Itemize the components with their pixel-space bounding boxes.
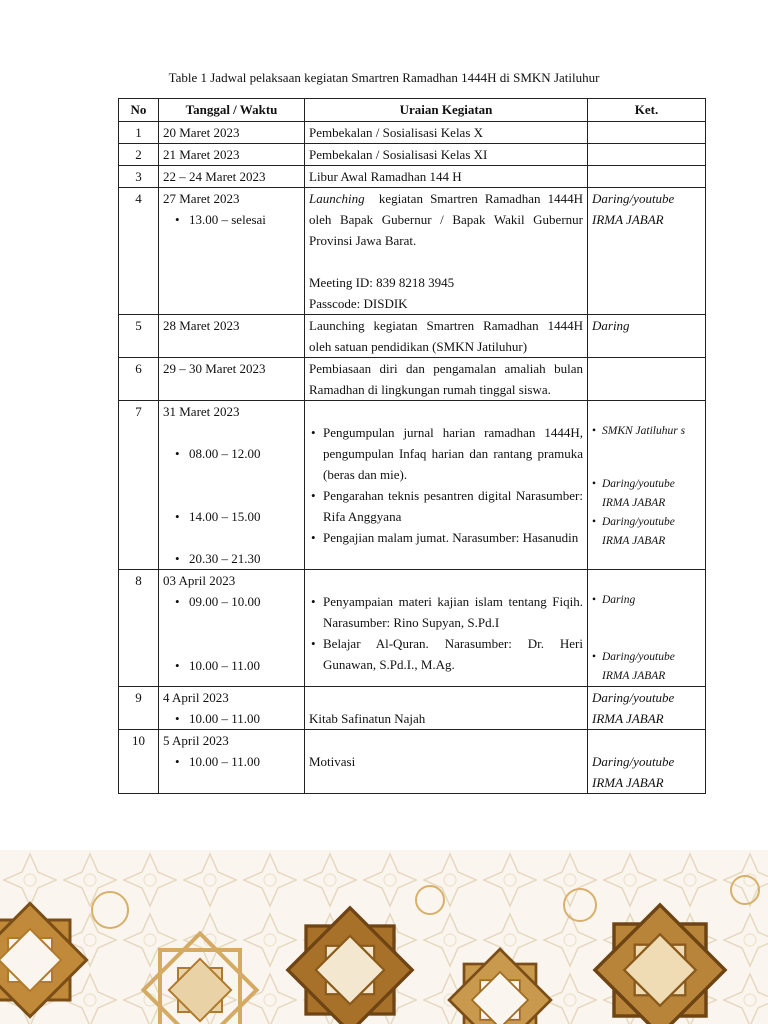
row-date: 27 Maret 2023 (163, 191, 240, 206)
row-date-cell (159, 570, 305, 687)
table-caption: Table 1 Jadwal pelaksaan kegiatan Smartren Ramadhan 1444H di SMKN Jatiluhur (168, 70, 600, 85)
row-ket: Daring (588, 315, 706, 358)
row-ket-cell (588, 570, 706, 687)
row-ket-cell (588, 730, 706, 794)
activity-list (309, 591, 583, 675)
header-date: Tanggal / Waktu (159, 99, 305, 122)
row-date: 28 Maret 2023 (159, 315, 305, 358)
launching-emphasis: Launching (309, 191, 365, 206)
row-ket (588, 166, 706, 188)
row-description-cell (305, 188, 588, 315)
activity-item: • Penyampaian materi kajian islam tentang Fiqih. Narasumber: Rino Supyan, S.Pd.I (309, 591, 583, 633)
table-row (119, 315, 706, 358)
row-description (309, 188, 583, 251)
row-description-cell (305, 401, 588, 570)
row-description: Pembiasaan diri dan pengamalan amaliah bulan Ramadhan di lingkungan rumah tinggal siswa. (305, 358, 588, 401)
row-number: 8 (119, 570, 159, 687)
time-slot: • 14.00 – 15.00 (163, 506, 300, 527)
time-slot: • 10.00 – 11.00 (163, 751, 300, 772)
ket-item: • SMKN Jatiluhur s (592, 422, 701, 441)
activity-list (309, 422, 583, 548)
meeting-id: Meeting ID: 839 8218 3945 (309, 275, 455, 290)
ket-item: • Daring/youtube IRMA JABAR (592, 513, 701, 551)
row-description: Libur Awal Ramadhan 144 H (305, 166, 588, 188)
row-date-cell (159, 401, 305, 570)
activity-item: • Belajar Al-Quran. Narasumber: Dr. Heri Gunawan, S.Pd.I., M.Ag. (309, 633, 583, 675)
row-number: 5 (119, 315, 159, 358)
row-date: 5 April 2023 (163, 733, 229, 748)
row-number: 9 (119, 687, 159, 730)
row-description-cell (305, 730, 588, 794)
row-number: 10 (119, 730, 159, 794)
time-slot: • 13.00 – selesai (163, 209, 300, 230)
row-description: Pembekalan / Sosialisasi Kelas XI (305, 144, 588, 166)
header-ket: Ket. (588, 99, 706, 122)
time-slot: • 20.30 – 21.30 (163, 548, 300, 569)
row-date-cell (159, 687, 305, 730)
row-description-cell (305, 570, 588, 687)
ket-item: • Daring (592, 591, 701, 610)
ket-item: • Daring/youtube IRMA JABAR (592, 475, 701, 513)
table-row (119, 358, 706, 401)
header-description: Uraian Kegiatan (305, 99, 588, 122)
activity-item: • Pengumpulan jurnal harian ramadhan 1444H, pengumpulan Infaq harian dan rantang pramuka (beras dan mie). (309, 422, 583, 485)
ket-list (592, 422, 701, 551)
table-row (119, 401, 706, 570)
row-date: 31 Maret 2023 (163, 404, 240, 419)
row-date: 22 – 24 Maret 2023 (159, 166, 305, 188)
activity-item: • Pengarahan teknis pesantren digital Narasumber: Rifa Anggyana (309, 485, 583, 527)
table-row (119, 166, 706, 188)
schedule-table (118, 98, 706, 794)
row-description: Motivasi (309, 754, 356, 769)
row-date-cell (159, 730, 305, 794)
row-number: 7 (119, 401, 159, 570)
row-number: 6 (119, 358, 159, 401)
row-ket-cell (588, 401, 706, 570)
table-row (119, 122, 706, 144)
row-date: 29 – 30 Maret 2023 (159, 358, 305, 401)
row-ket: Daring/youtube IRMA JABAR (592, 754, 675, 790)
launching-text: kegiatan Smartren Ramadhan 1444H oleh Bapak Gubernur / Bapak Wakil Gubernur Provinsi Jawa Barat. (309, 191, 583, 248)
ket-item: • Daring/youtube IRMA JABAR (592, 648, 701, 686)
time-slot: • 10.00 – 11.00 (163, 708, 300, 729)
row-date: 21 Maret 2023 (159, 144, 305, 166)
row-number: 2 (119, 144, 159, 166)
row-number: 1 (119, 122, 159, 144)
table-row (119, 570, 706, 687)
row-description: Kitab Safinatun Najah (309, 711, 426, 726)
table-row (119, 188, 706, 315)
row-date: 4 April 2023 (163, 690, 229, 705)
passcode: Passcode: DISDIK (309, 296, 408, 311)
row-number: 4 (119, 188, 159, 315)
table-row (119, 687, 706, 730)
row-ket (588, 144, 706, 166)
row-ket (588, 122, 706, 144)
header-no: No (119, 99, 159, 122)
row-date-cell (159, 188, 305, 315)
time-slot: • 08.00 – 12.00 (163, 443, 300, 464)
row-description: Launching kegiatan Smartren Ramadhan 1444H oleh satuan pendidikan (SMKN Jatiluhur) (305, 315, 588, 358)
row-date: 20 Maret 2023 (159, 122, 305, 144)
table-row (119, 144, 706, 166)
table-row (119, 730, 706, 794)
row-number: 3 (119, 166, 159, 188)
row-ket: Daring/youtube IRMA JABAR (588, 687, 706, 730)
activity-item: • Pengajian malam jumat. Narasumber: Hasanudin (309, 527, 583, 548)
row-ket (588, 358, 706, 401)
row-description-cell (305, 687, 588, 730)
row-ket: Daring/youtube IRMA JABAR (588, 188, 706, 315)
time-slot: • 10.00 – 11.00 (163, 655, 300, 676)
time-slot: • 09.00 – 10.00 (163, 591, 300, 612)
row-date: 03 April 2023 (163, 573, 236, 588)
ornamental-border (0, 850, 768, 1024)
header-row (119, 99, 706, 122)
row-description: Pembekalan / Sosialisasi Kelas X (305, 122, 588, 144)
ket-list (592, 591, 701, 686)
